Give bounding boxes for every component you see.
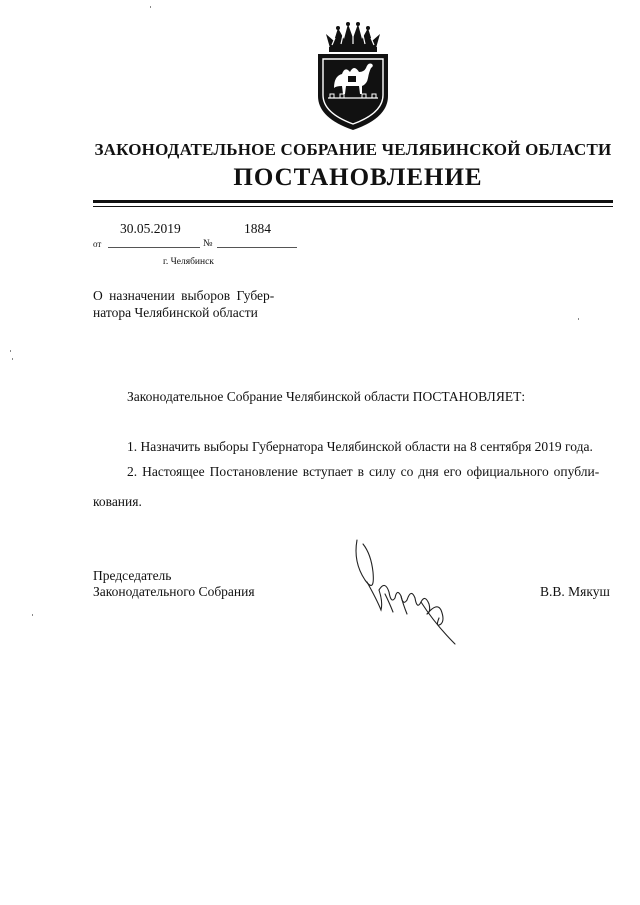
document-type-title: ПОСТАНОВЛЕНИЕ [233,164,483,191]
signatory-name: В.В. Мякуш [540,584,610,599]
document-subject [93,287,283,321]
scan-speck [32,614,33,616]
handwritten-signature [345,532,470,647]
date-underline [108,247,200,248]
signatory-title-line: Законодательного Собрания [93,584,255,599]
scan-speck [578,318,579,320]
signatory-title-line: Председатель [93,568,172,583]
document-number: 1884 [244,221,271,236]
header-rule-thin [93,206,613,207]
resolution-item-2-continued: кования. [93,494,142,509]
resolution-item-1: 1. Назначить выборы Губернатора Челябинской области на 8 сентября 2019 года. [127,439,593,454]
number-label: № [203,238,213,249]
coat-of-arms-icon [312,14,394,134]
document-date: 30.05.2019 [120,221,181,236]
scan-speck [10,350,11,352]
scan-speck [12,358,13,360]
organization-title: ЗАКОНОДАТЕЛЬНОЕ СОБРАНИЕ ЧЕЛЯБИНСКОЙ ОБЛАСТИ [94,140,612,159]
header-rule-thick [93,200,613,203]
preamble-text: Законодательное Собрание Челябинской области ПОСТАНОВЛЯЕТ: [127,389,526,404]
signatory-title [93,568,255,600]
resolution-item-2: 2. Настоящее Постановление вступает в силу со дня его официального опубли- [127,464,600,479]
number-underline [217,247,297,248]
place-of-issue: г. Челябинск [163,257,214,267]
subject-line: О назначении выборов Губер- [93,288,275,303]
scan-speck [150,6,151,8]
subject-line: натора Челябинской области [93,305,258,320]
date-label: от [93,239,102,249]
